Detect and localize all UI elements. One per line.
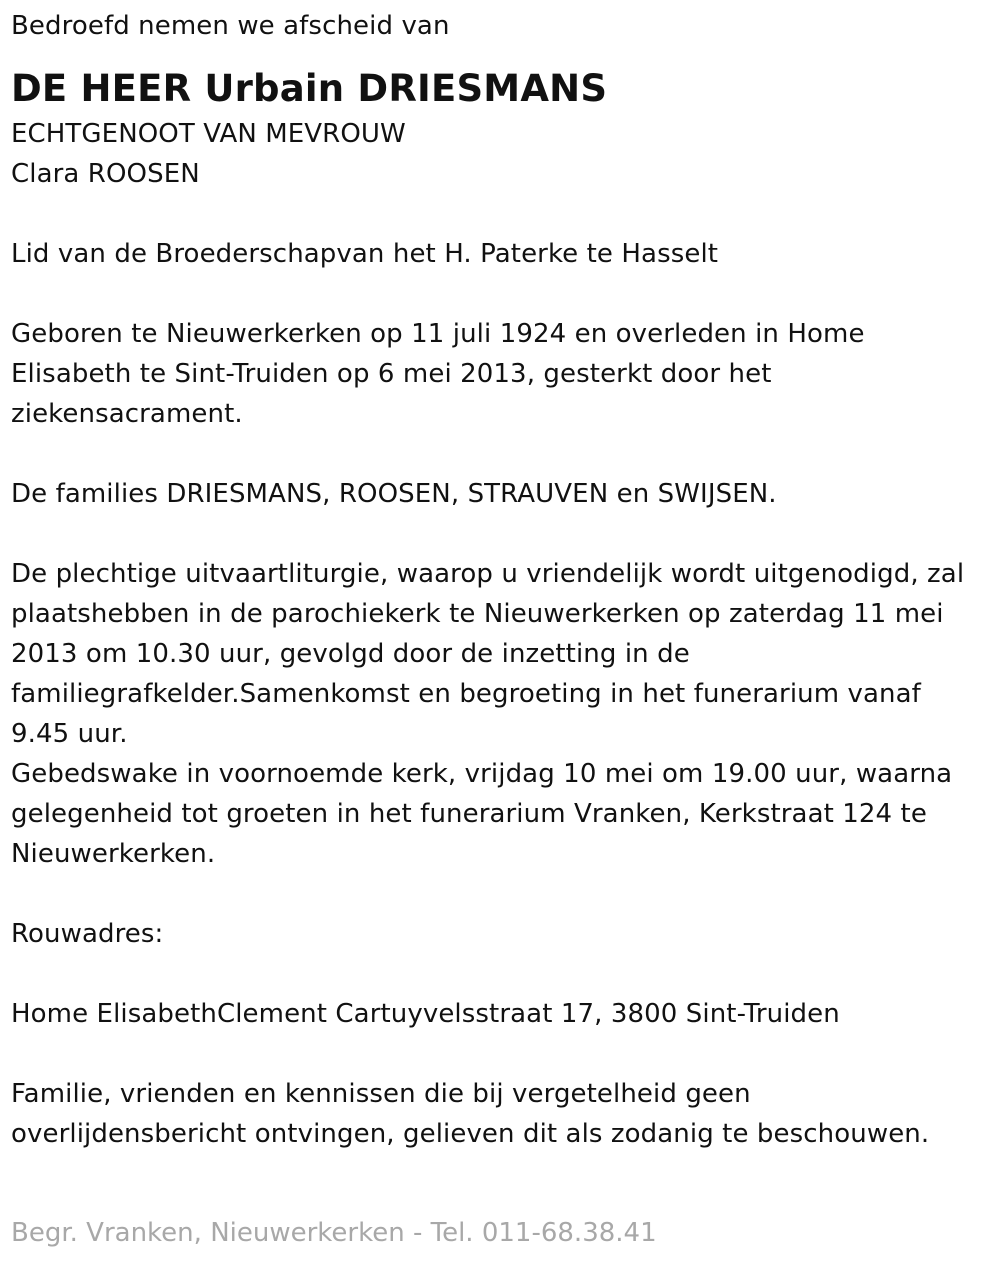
paragraph-line: De plechtige uitvaartliturgie, waarop u vriendelijk wordt uitgenodigd, zal (11, 559, 965, 589)
paragraph-line: Familie, vrienden en kennissen die bij vergetelheid geen (11, 1079, 751, 1109)
spouse-label: ECHTGENOOT VAN MEVROUW (11, 119, 406, 149)
spacer (11, 274, 1000, 314)
paragraph-line: plaatshebben in de parochiekerk te Nieuwerkerken op zaterdag 11 mei (11, 599, 944, 629)
funeral-paragraph (11, 554, 1000, 874)
intro-text: Bedroefd nemen we afscheid van (11, 11, 450, 41)
deceased-name: DE HEER Urbain DRIESMANS (11, 67, 608, 110)
paragraph-line: overlijdensbericht ontvingen, gelieven dit als zodanig te beschouwen. (11, 1119, 930, 1149)
spacer (11, 194, 1000, 234)
spacer (11, 434, 1000, 474)
paragraph-line: 2013 om 10.30 uur, gevolgd door de inzetting in de (11, 639, 690, 669)
paragraph-line: ziekensacrament. (11, 399, 243, 429)
funeral-home-footer: Begr. Vranken, Nieuwerkerken - Tel. 011-68.38.41 (11, 1218, 657, 1248)
spacer (11, 1034, 1000, 1074)
paragraph-line: Gebedswake in voornoemde kerk, vrijdag 10 mei om 19.00 uur, waarna (11, 759, 953, 789)
families-text: De families DRIESMANS, ROOSEN, STRAUVEN en SWIJSEN. (11, 479, 777, 509)
paragraph-line: Elisabeth te Sint-Truiden op 6 mei 2013, gesterkt door het (11, 359, 772, 389)
birth-death-paragraph (11, 314, 1000, 434)
spacer (11, 514, 1000, 554)
paragraph-line: gelegenheid tot groeten in het funerarium Vranken, Kerkstraat 124 te (11, 799, 927, 829)
address-label: Rouwadres: (11, 919, 164, 949)
spacer (11, 874, 1000, 914)
notice-paragraph (11, 1074, 1000, 1154)
address-text: Home ElisabethClement Cartuyvelsstraat 17, 3800 Sint-Truiden (11, 999, 840, 1029)
spouse-name: Clara ROOSEN (11, 159, 200, 189)
paragraph-line: Nieuwerkerken. (11, 839, 216, 869)
paragraph-line: Geboren te Nieuwerkerken op 11 juli 1924 en overleden in Home (11, 319, 865, 349)
paragraph-line: familiegrafkelder.Samenkomst en begroeting in het funerarium vanaf (11, 679, 921, 709)
membership-text: Lid van de Broederschapvan het H. Paterke te Hasselt (11, 239, 719, 269)
spacer (11, 954, 1000, 994)
paragraph-line: 9.45 uur. (11, 719, 128, 749)
